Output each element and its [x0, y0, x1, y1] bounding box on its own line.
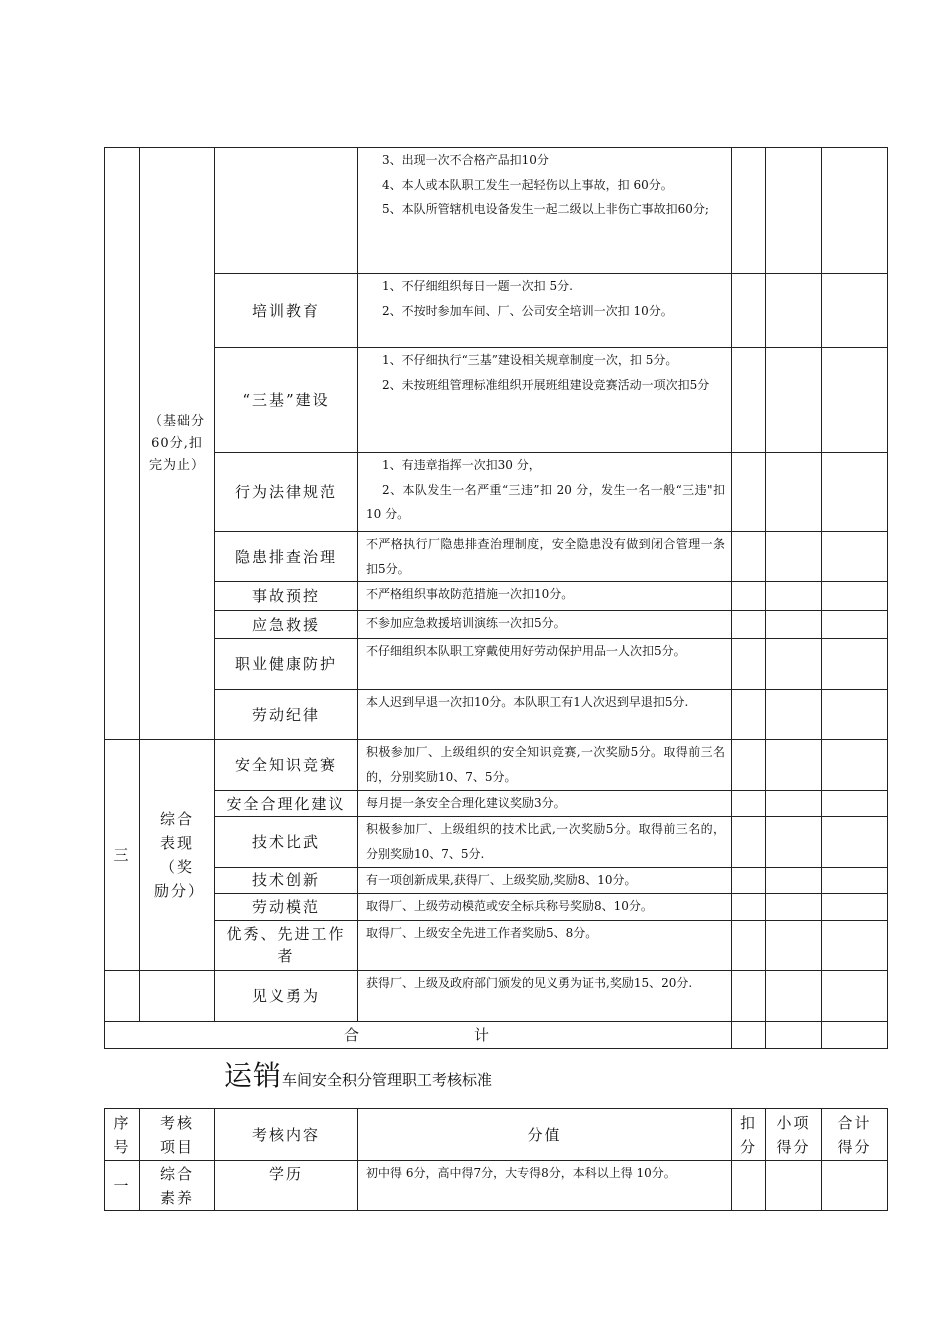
header-seq: 序号: [105, 1109, 140, 1161]
item-name: 技术创新: [215, 868, 358, 894]
score-line: 3、出现一次不合格产品扣10分: [382, 153, 549, 167]
header-deduct: 扣分: [732, 1109, 766, 1161]
total-row: [105, 1021, 888, 1048]
score-line: 取得厂、上级劳动模范或安全标兵称号奖励8、10分。: [366, 898, 653, 913]
sub-score-cell: [766, 639, 822, 690]
score-line: 5、本队所管辖机电设备发生一起二级以上非伤亡事故扣60分;: [382, 202, 709, 216]
table-row: [105, 148, 888, 274]
sub-score-cell: [766, 532, 822, 582]
row-deduct-cell: [732, 1161, 766, 1211]
table-row: [105, 639, 888, 690]
score-text: [358, 274, 732, 348]
total-score-cell: [822, 740, 888, 791]
table-row: [105, 740, 888, 791]
row-score: 初中得 6分，高中得7分，大专得8分，本科以上得 10分。: [358, 1161, 732, 1211]
deduct-cell: [732, 274, 766, 348]
score-line: 1、不仔细执行“三基”建设相关规章制度一次，扣 5分。: [382, 353, 678, 367]
item-name: 安全合理化建议: [215, 791, 358, 817]
deduct-cell: [732, 690, 766, 740]
score-text: [358, 582, 732, 611]
score-line: 不严格组织事故防范措施一次扣10分。: [366, 587, 574, 601]
sub-score-cell: [766, 611, 822, 639]
score-text: [358, 690, 732, 740]
section-note: （基础分60分,扣完为止）: [140, 148, 215, 740]
standard-table-new: [104, 1108, 888, 1211]
score-text: [358, 532, 732, 582]
deduct-cell: [732, 611, 766, 639]
score-text: [358, 740, 732, 791]
total-score-cell: [822, 639, 888, 690]
sub-score-cell: [766, 791, 822, 817]
deduct-cell: [732, 817, 766, 868]
table-row: [105, 348, 888, 453]
item-name: 事故预控: [215, 582, 358, 611]
score-line: 积极参加厂、上级组织的安全知识竞赛,一次奖励5分。取得前三名的，分别奖励10、7、5分。: [366, 745, 725, 784]
sub-score-cell: [766, 148, 822, 274]
score-line: 积极参加厂、上级组织的技术比武,一次奖励5分。取得前三名的，分别奖励10、7、5分.: [366, 822, 725, 861]
score-line: 1、有违章指挥一次扣30 分，: [382, 458, 541, 472]
table-row: [105, 690, 888, 740]
total-score-cell: [822, 348, 888, 453]
deduct-cell: [732, 348, 766, 453]
score-text: [358, 148, 732, 274]
score-line: 取得厂、上级安全先进工作者奖励5、8分。: [366, 925, 598, 940]
deduct-cell: [732, 1021, 766, 1048]
section-category: 综合表现（奖励分）: [140, 740, 215, 971]
header-score: 分值: [358, 1109, 732, 1161]
score-line: 有一项创新成果,获得厂、上级奖励,奖励8、10分。: [366, 873, 637, 887]
sub-score-cell: [766, 1021, 822, 1048]
score-line: 获得厂、上级及政府部门颁发的见义勇为证书,奖励15、20分.: [366, 975, 693, 990]
item-name: 培训教育: [215, 274, 358, 348]
item-name: 劳动模范: [215, 893, 358, 920]
total-score-cell: [822, 532, 888, 582]
deduct-cell: [732, 893, 766, 920]
score-line: 1、不仔细组织每日一题一次扣 5分.: [382, 279, 573, 293]
table-row: [105, 817, 888, 868]
item-name: [215, 148, 358, 274]
sub-score-cell: [766, 893, 822, 920]
score-line: 不严格执行厂隐患排查治理制度，安全隐患没有做到闭合管理一条扣5分。: [366, 537, 725, 576]
sub-score-cell: [766, 348, 822, 453]
deduct-cell: [732, 970, 766, 1021]
sub-score-cell: [766, 690, 822, 740]
item-name: 隐患排查治理: [215, 532, 358, 582]
table-row: [105, 920, 888, 970]
sub-score-cell: [766, 274, 822, 348]
row-sub-score-cell: [766, 1161, 822, 1211]
score-text: [358, 868, 732, 894]
row-total-score-cell: [822, 1161, 888, 1211]
empty-cell: [140, 970, 215, 1021]
header-project: 考核项目: [140, 1109, 215, 1161]
item-name: 职业健康防护: [215, 639, 358, 690]
row-content: 学历: [215, 1161, 358, 1211]
score-text: [358, 920, 732, 970]
table-row: [105, 611, 888, 639]
total-score-cell: [822, 611, 888, 639]
total-score-cell: [822, 690, 888, 740]
item-name: 应急救援: [215, 611, 358, 639]
total-score-cell: [822, 582, 888, 611]
table-row: [105, 791, 888, 817]
table-row: [105, 532, 888, 582]
deduct-cell: [732, 582, 766, 611]
deduct-cell: [732, 868, 766, 894]
score-line: 2、不按时参加车间、厂、公司安全培训一次扣 10分。: [382, 303, 673, 318]
sub-score-cell: [766, 740, 822, 791]
item-name: 优秀、先进工作者: [215, 920, 358, 970]
score-text: [358, 817, 732, 868]
section-number: 三: [105, 740, 140, 971]
item-name: 见义勇为: [215, 970, 358, 1021]
deduct-cell: [732, 148, 766, 274]
total-score-cell: [822, 970, 888, 1021]
item-name: 行为法律规范: [215, 453, 358, 532]
page-title: [224, 1054, 492, 1094]
standard-table-continued: [104, 147, 888, 1049]
total-score-cell: [822, 893, 888, 920]
total-score-cell: [822, 868, 888, 894]
deduct-cell: [732, 920, 766, 970]
sub-score-cell: [766, 868, 822, 894]
score-line: 不参加应急救援培训演练一次扣5分。: [366, 616, 566, 630]
score-text: [358, 611, 732, 639]
total-label-right: 计: [474, 1026, 493, 1044]
item-name: 技术比武: [215, 817, 358, 868]
sub-score-cell: [766, 582, 822, 611]
total-label-left: 合: [343, 1026, 362, 1044]
section-number-cell: [105, 148, 140, 740]
score-text: [358, 453, 732, 532]
score-line: 本人迟到早退一次扣10分。本队职工有1人次迟到早退扣5分.: [366, 695, 689, 709]
score-text: [358, 348, 732, 453]
score-text: [358, 639, 732, 690]
score-text: [358, 893, 732, 920]
score-text: [358, 791, 732, 817]
table-row: [105, 1161, 888, 1211]
score-line: 2、未按班组管理标准组织开展班组建设竞赛活动一项次扣5分: [382, 377, 710, 392]
header-content: 考核内容: [215, 1109, 358, 1161]
total-score-cell: [822, 920, 888, 970]
score-line: 4、本人或本队职工发生一起轻伤以上事故，扣 60分。: [382, 177, 673, 192]
total-score-cell: [822, 453, 888, 532]
table-row: [105, 868, 888, 894]
item-name: “三基”建设: [215, 348, 358, 453]
deduct-cell: [732, 740, 766, 791]
empty-cell: [105, 970, 140, 1021]
table-row: [105, 274, 888, 348]
total-score-cell: [822, 817, 888, 868]
sub-score-cell: [766, 970, 822, 1021]
deduct-cell: [732, 791, 766, 817]
table-row: [105, 893, 888, 920]
total-score-cell: [822, 791, 888, 817]
item-name: 安全知识竞赛: [215, 740, 358, 791]
score-text: [358, 970, 732, 1021]
table-row: [105, 453, 888, 532]
sub-score-cell: [766, 920, 822, 970]
sub-score-cell: [766, 817, 822, 868]
total-score-cell: [822, 1021, 888, 1048]
title-prefix: 运销: [224, 1059, 283, 1092]
title-rest: 车间安全积分管理职工考核标准: [282, 1071, 493, 1089]
total-label: [105, 1021, 732, 1048]
deduct-cell: [732, 639, 766, 690]
total-score-cell: [822, 274, 888, 348]
score-line: 不仔细组织本队职工穿戴使用好劳动保护用品一人次扣5分。: [366, 644, 686, 658]
deduct-cell: [732, 532, 766, 582]
score-line: 2、本队发生一名严重“三违”扣 20 分，发生一名一般“三违"扣 10 分。: [366, 482, 725, 521]
row-seq: 一: [105, 1161, 140, 1211]
header-sub-score: 小项得分: [766, 1109, 822, 1161]
table-row: [105, 582, 888, 611]
header-row: [105, 1109, 888, 1161]
deduct-cell: [732, 453, 766, 532]
score-line: 每月提一条安全合理化建议奖励3分。: [366, 796, 566, 810]
row-project: 综合素养: [140, 1161, 215, 1211]
item-name: 劳动纪律: [215, 690, 358, 740]
sub-score-cell: [766, 453, 822, 532]
header-total-score: 合计得分: [822, 1109, 888, 1161]
total-score-cell: [822, 148, 888, 274]
table-row: [105, 970, 888, 1021]
